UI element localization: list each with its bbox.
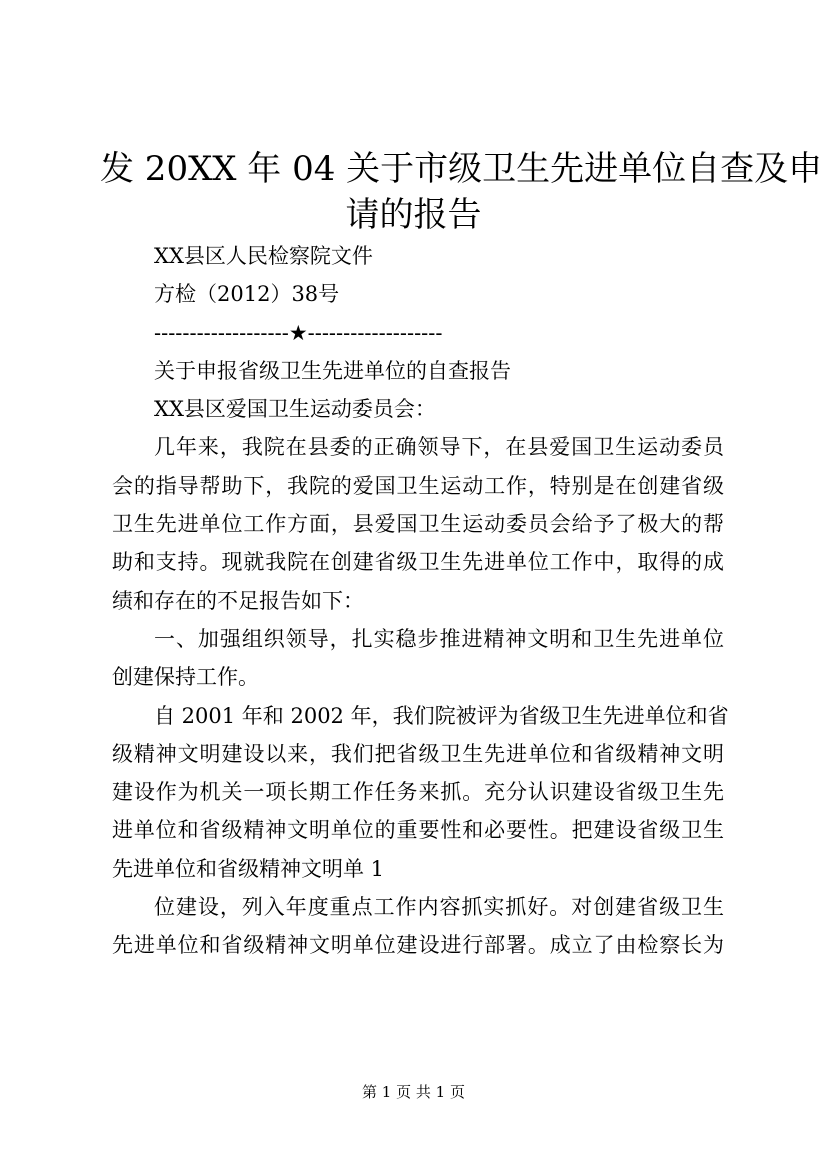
paragraph-3-line-2: 先进单位和省级精神文明单位建设进行部署。成立了由检察长为: [112, 933, 724, 958]
star-divider: -------------------★-------------------: [154, 320, 443, 345]
title-line-1: 发 20XX 年 04 关于市级卫生先进单位自查及申: [100, 149, 823, 189]
document-body: [112, 237, 729, 965]
paragraph-1-line-4: 助和支持。现就我院在创建省级卫生先进单位工作中，取得的成: [112, 550, 724, 575]
paragraph-2-line-4: 进单位和省级精神文明单位的重要性和必要性。把建设省级卫生: [112, 818, 724, 843]
paragraph-1-line-3: 卫生先进单位工作方面，县爱国卫生运动委员会给予了极大的帮: [112, 512, 724, 537]
title-line-2: 请的报告: [345, 195, 482, 235]
paragraph-1-line-5: 绩和存在的不足报告如下：: [112, 588, 364, 613]
issuer-line: XX县区人民检察院文件: [154, 244, 373, 268]
paragraph-2-line-5: 先进单位和省级精神文明单 1: [112, 856, 385, 881]
heading-1-line-1: 一、加强组织领导，扎实稳步推进精神文明和卫生先进单位: [154, 626, 724, 651]
paragraph-2-line-2: 级精神文明建设以来，我们把省级卫生先进单位和省级精神文明: [112, 741, 724, 766]
paragraph-2-line-1: 自 2001 年和 2002 年，我们院被评为省级卫生先进单位和省: [154, 703, 729, 728]
paragraph-2-line-3: 建设作为机关一项长期工作任务来抓。充分认识建设省级卫生先: [112, 780, 724, 805]
heading-1-line-2: 创建保持工作。: [112, 665, 259, 690]
paragraph-1-line-2: 会的指导帮助下，我院的爱国卫生运动工作，特别是在创建省级: [112, 473, 724, 498]
paragraph-1-line-1: 几年来，我院在县委的正确领导下，在县爱国卫生运动委员: [154, 435, 724, 460]
addressee-line: XX县区爱国卫生运动委员会：: [154, 397, 436, 422]
page-footer: 第 1 页 共 1 页: [362, 1083, 465, 1101]
doc-number-line: 方检（2012）38号: [154, 282, 340, 307]
document-title: [100, 146, 823, 238]
paragraph-3-line-1: 位建设，列入年度重点工作内容抓实抓好。对创建省级卫生: [154, 895, 724, 920]
subject-line: 关于申报省级卫生先进单位的自查报告: [154, 358, 511, 383]
